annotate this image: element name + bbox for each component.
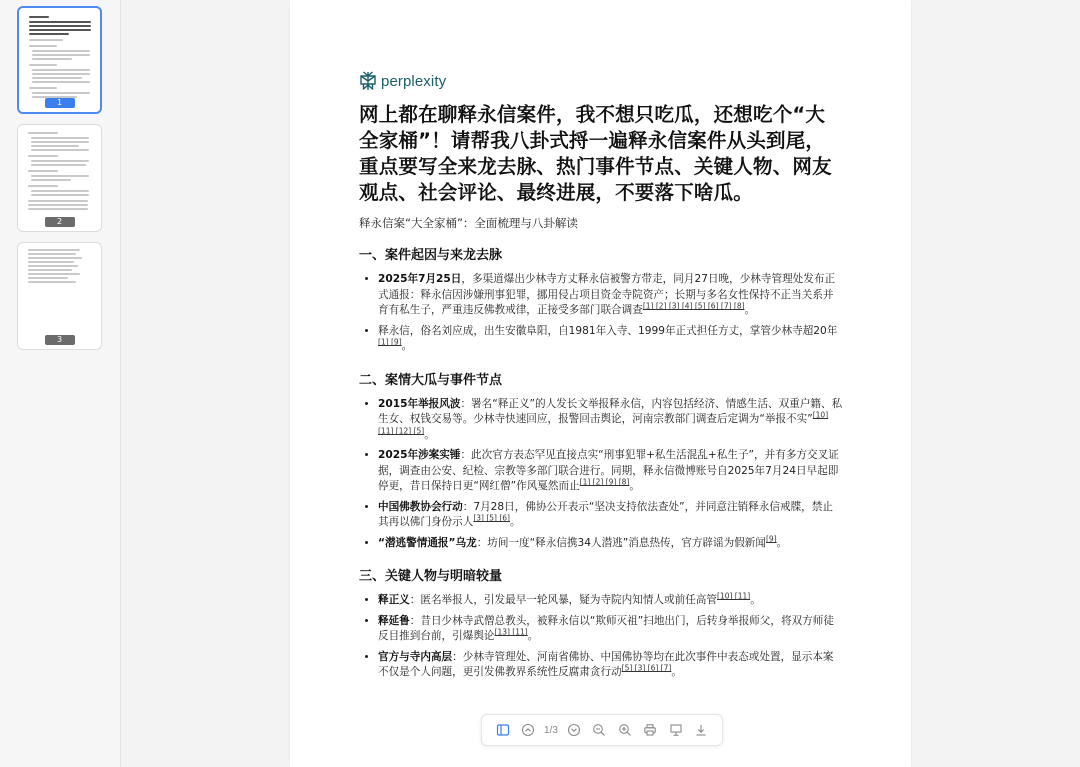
thumbnail-page-3[interactable]: [17, 242, 102, 350]
thumbnail-page-1[interactable]: [17, 6, 102, 114]
item-tail: 。: [629, 480, 640, 492]
zoom-in-icon: [618, 723, 632, 737]
item-label: 中国佛教协会行动: [378, 500, 463, 513]
document-page: [290, 0, 911, 767]
item-text: ：此次官方表态罕见直接点实“刑事犯罪+私生活混乱+私生子”，并有多方交叉证据，调查由公安、纪检、宗教等多部门联合进行。同期，释永信微博账号自2025年7月24日早起即停更，昔日保持日更“网红僧”作风戛然而止: [378, 449, 839, 492]
print-button[interactable]: [639, 718, 662, 742]
chevron-down-circle-icon: [567, 723, 581, 737]
perplexity-logo-icon: [359, 71, 377, 91]
printer-icon: [643, 723, 657, 737]
next-page-button[interactable]: [562, 718, 585, 742]
section-heading: 二、案情大瓜与事件节点: [359, 372, 503, 388]
list-item: [378, 593, 843, 609]
item-text: ：坊间一度“释永信携34人潜逃”消息热传，官方辟谣为假新闻: [476, 536, 766, 549]
thumbnail-page-number: 2: [45, 217, 75, 227]
citation-refs[interactable]: [9]: [766, 533, 777, 543]
citation-refs[interactable]: [1] [9]: [378, 337, 402, 347]
zoom-out-icon: [592, 723, 606, 737]
item-label: 2015年举报风波: [378, 397, 461, 410]
item-label: 释延鲁: [378, 614, 410, 627]
item-tail: 。: [527, 630, 539, 642]
item-tail: 。: [424, 428, 435, 441]
pdf-toolbar: [481, 714, 723, 746]
item-text: ：昔日少林寺武僧总教头，被释永信以“欺师灭祖”扫地出门，后转身举报师父，将双方师徒反目推到台前，引爆舆论: [378, 614, 834, 642]
item-tail: 。: [671, 666, 682, 678]
item-label: 2025年7月25日: [378, 273, 462, 285]
item-tail: 。: [509, 516, 521, 528]
page-indicator: 1/3: [544, 724, 558, 736]
section-list: [359, 397, 843, 552]
document-subtitle: 释永信案“大全家桶”：全面梳理与八卦解读: [359, 216, 578, 230]
list-item: [378, 500, 843, 531]
brand-name: perplexity: [381, 72, 447, 90]
list-item: [378, 533, 843, 552]
list-item: [378, 272, 843, 319]
item-text: ，多渠道爆出少林寺方丈释永信被警方带走，同月27日晚，少林寺管理处发布正式通报：释永信因涉嫌刑事犯罪，挪用侵占项目资金寺院资产；长期与多名女性保持不正当关系并育有私生子，严重违反佛教戒律，正接受多部门联合调查: [378, 273, 836, 316]
list-item: [378, 650, 843, 681]
section-heading: 三、关键人物与明暗较量: [359, 569, 503, 584]
list-item: [378, 397, 843, 444]
chevron-up-circle-icon: [521, 723, 535, 737]
toggle-sidebar-button[interactable]: [492, 718, 515, 742]
section-heading: 一、案件起因与来龙去脉: [359, 248, 503, 263]
citation-refs[interactable]: [5] [3] [6] [7]: [621, 663, 672, 673]
item-label: 2025年涉案实锤: [378, 449, 461, 461]
item-tail: 。: [401, 340, 413, 352]
citation-refs[interactable]: [13] [11]: [494, 627, 528, 637]
previous-page-button[interactable]: [517, 718, 540, 742]
item-tail: 。: [744, 304, 756, 316]
item-tail: 。: [750, 594, 761, 606]
item-label: 官方与寺内高层: [378, 650, 453, 663]
zoom-in-button[interactable]: [613, 718, 636, 742]
citation-refs[interactable]: [3] [5] [6]: [473, 513, 510, 523]
item-tail: 。: [776, 536, 788, 549]
thumbnail-page-number: 1: [45, 98, 75, 108]
brand-logo: [359, 70, 843, 92]
item-text: ：匿名举报人，引发最早一轮风暴，疑为寺院内知情人或前任高管: [409, 594, 717, 606]
item-text: ：少林寺管理处、河南省佛协、中国佛协等均在此次事件中表态或处置，显示本案不仅是个人问题，更引发佛教界系统性反腐肃贪行动: [378, 650, 834, 678]
page-content: [359, 70, 843, 686]
section-list: [359, 272, 843, 355]
thumbnail-sidebar: [0, 0, 121, 767]
citation-refs[interactable]: [1] [2] [9] [8]: [579, 477, 630, 487]
download-icon: [694, 723, 708, 737]
citation-refs[interactable]: [10] [11]: [717, 591, 751, 601]
zoom-out-button[interactable]: [588, 718, 611, 742]
sidebar-icon: [496, 723, 510, 737]
presentation-icon: [669, 723, 683, 737]
item-text: 释永信，俗名刘应成，出生安徽阜阳，自1981年入寺、1999年正式担任方丈，掌管少林寺超20年: [378, 324, 838, 337]
document-title: 网上都在聊释永信案件，我不想只吃瓜，还想吃个“大全家桶”！请帮我八卦式捋一遍释永信案件从头到尾，重点要写全来龙去脉、热门事件节点、关键人物、网友观点、社会评论、最终进展，不要落下啥瓜。: [359, 103, 832, 204]
thumbnail-page-number: 3: [45, 335, 75, 345]
item-text: ：7月28日，佛协公开表示“坚决支持依法查处”，并同意注销释永信戒牒，禁止其再以佛门身份示人: [378, 500, 833, 528]
item-label: 释正义: [378, 594, 410, 606]
download-button[interactable]: [690, 718, 713, 742]
citation-refs[interactable]: [1] [2] [3] [4] [5] [6] [7] [8]: [642, 301, 745, 311]
present-button[interactable]: [665, 718, 688, 742]
list-item: [378, 324, 843, 355]
item-text: ：署名“释正义”的人发长文举报释永信，内容包括经济、情感生活、双重户籍、私生女、权钱交易等。少林寺快速回应，报警回击舆论，河南宗教部门调查后定调为“举报不实”: [378, 397, 843, 425]
thumbnail-page-2[interactable]: [17, 124, 102, 232]
citation-refs[interactable]: [10] [11] [12] [5]: [378, 410, 829, 435]
list-item: [378, 614, 843, 645]
item-label: “潜逃警情通报”乌龙: [378, 536, 477, 549]
list-item: [378, 448, 843, 495]
section-list: [359, 593, 843, 681]
